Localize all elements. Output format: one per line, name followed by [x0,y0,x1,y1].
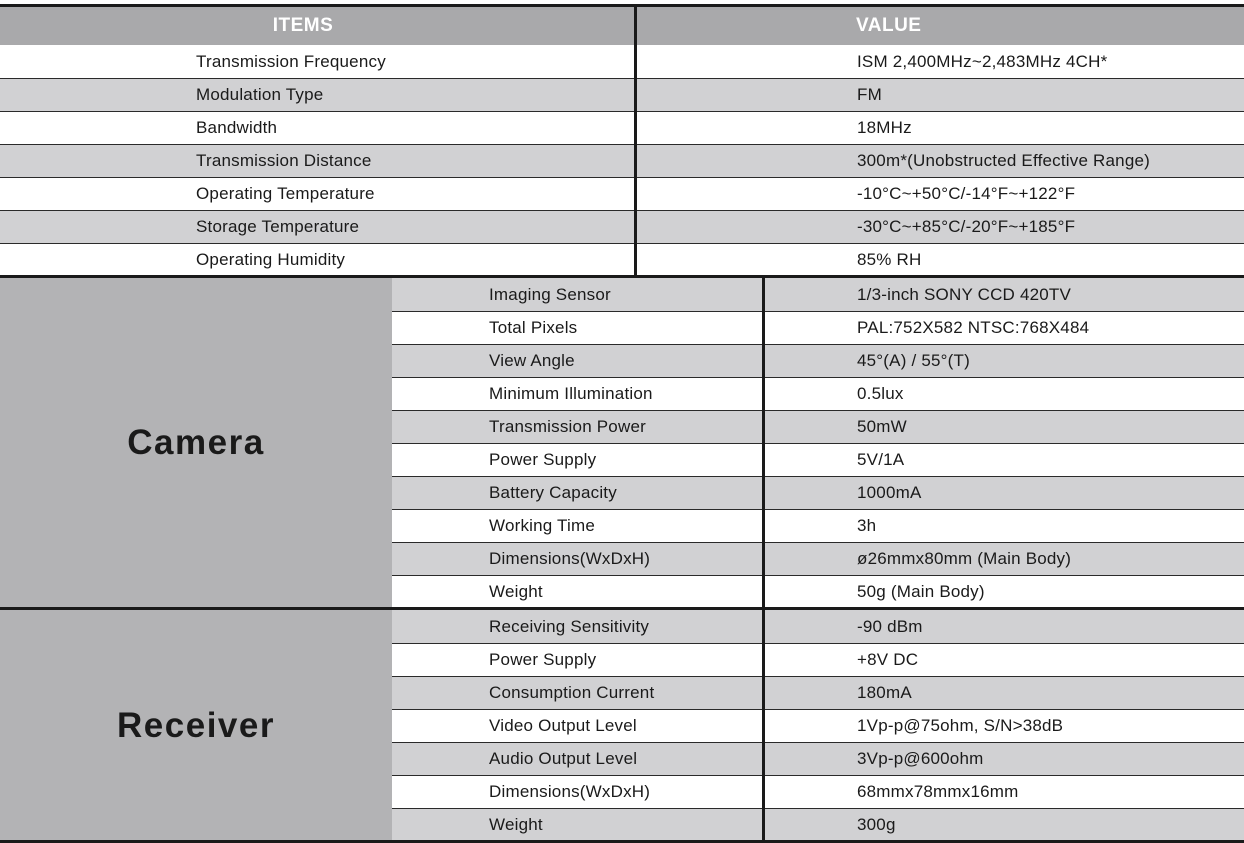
row-divider [392,709,1244,710]
spec-label: Storage Temperature [196,216,360,236]
spec-value: FM [857,84,882,104]
spec-value: 1/3-inch SONY CCD 420TV [857,284,1072,304]
spec-label: Imaging Sensor [489,284,611,304]
row-divider [0,111,1244,112]
row-divider [392,410,1244,411]
value-header: VALUE [636,7,1244,45]
spec-value: 3h [857,515,877,535]
row-divider [392,643,1244,644]
spec-label: Power Supply [489,649,597,669]
spec-label: Receiving Sensitivity [489,616,650,636]
spec-label: Power Supply [489,449,597,469]
spec-value: ø26mmx80mm (Main Body) [857,548,1072,568]
row-divider [0,78,1244,79]
row-divider [0,177,1244,178]
spec-label: Weight [489,814,543,834]
camera-title: Camera [127,423,265,462]
row-divider [392,775,1244,776]
column-divider [762,278,765,608]
spec-label: Operating Temperature [196,183,375,203]
spec-value: PAL:752X582 NTSC:768X484 [857,317,1090,337]
column-divider [634,7,637,276]
spec-value: 5V/1A [857,449,905,469]
row-divider [392,742,1244,743]
row-divider [392,344,1244,345]
spec-label: Audio Output Level [489,748,638,768]
row-divider [392,476,1244,477]
row-divider [392,542,1244,543]
camera-section-label [0,278,392,608]
row-divider [0,243,1244,244]
spec-label: Transmission Distance [196,150,372,170]
spec-label: Working Time [489,515,596,535]
spec-value: +8V DC [857,649,919,669]
receiver-section-label [0,610,392,841]
spec-value: -10°C~+50°C/-14°F~+122°F [857,183,1076,203]
spec-label: View Angle [489,350,575,370]
spec-label: Dimensions(WxDxH) [489,548,651,568]
spec-value: 0.5lux [857,383,904,403]
spec-label: Bandwidth [196,117,278,137]
row-divider [392,311,1244,312]
column-divider [762,610,765,841]
spec-value: 180mA [857,682,912,702]
spec-value: 1000mA [857,482,922,502]
spec-value: 1Vp-p@75ohm, S/N>38dB [857,715,1064,735]
spec-label: Weight [489,581,543,601]
spec-value: -30°C~+85°C/-20°F~+185°F [857,216,1076,236]
spec-value: 85% RH [857,249,922,269]
spec-value: 50mW [857,416,907,436]
spec-label: Minimum Illumination [489,383,653,403]
spec-label: Dimensions(WxDxH) [489,781,651,801]
receiver-title: Receiver [117,705,275,745]
spec-value: -90 dBm [857,616,923,636]
spec-label: Operating Humidity [196,249,346,269]
items-header: ITEMS [0,7,636,45]
spec-label: Modulation Type [196,84,324,104]
spec-value: 45°(A) / 55°(T) [857,350,970,370]
row-divider [392,808,1244,809]
spec-value: 300g [857,814,896,834]
spec-label: Transmission Frequency [196,51,386,71]
spec-label: Consumption Current [489,682,655,702]
spec-label: Battery Capacity [489,482,617,502]
spec-label: Video Output Level [489,715,637,735]
row-divider [392,676,1244,677]
spec-label: Total Pixels [489,317,578,337]
spec-value: 300m*(Unobstructed Effective Range) [857,150,1151,170]
spec-value: 3Vp-p@600ohm [857,748,984,768]
row-divider [392,377,1244,378]
spec-value: 18MHz [857,117,912,137]
spec-value: ISM 2,400MHz~2,483MHz 4CH* [857,51,1108,71]
row-divider [392,509,1244,510]
row-divider [0,144,1244,145]
row-divider [392,575,1244,576]
spec-label: Transmission Power [489,416,646,436]
row-divider [0,210,1244,211]
spec-value: 68mmx78mmx16mm [857,781,1019,801]
spec-value: 50g (Main Body) [857,581,985,601]
row-divider [392,443,1244,444]
